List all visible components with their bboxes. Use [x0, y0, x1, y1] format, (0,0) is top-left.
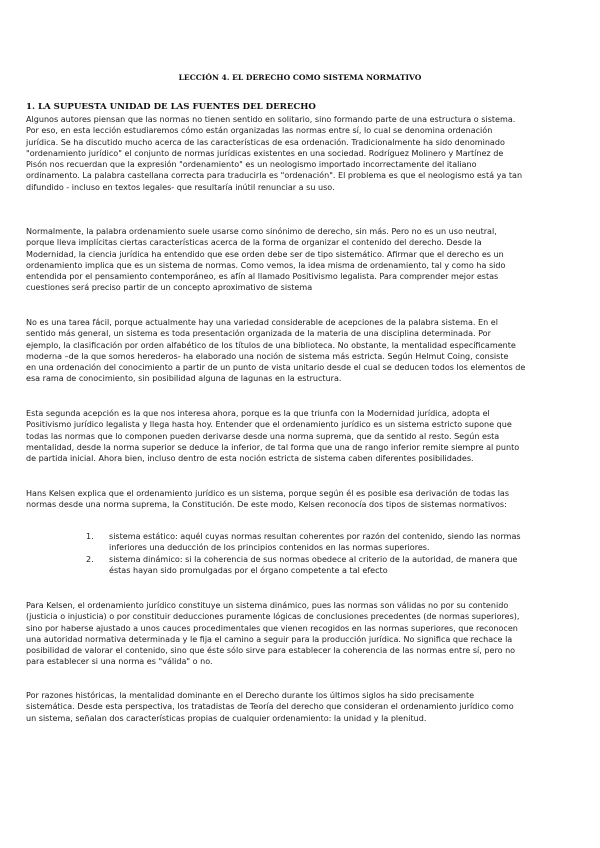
- text-line: ordenamiento implica que es un sistema de normas. Como vemos, la idea misma de ordenamiento, tal y como ha sido: [26, 260, 506, 270]
- text-line: Por razones históricas, la mentalidad dominante en el Derecho durante los últimos siglos ha sido precisamente: [26, 691, 475, 700]
- list-item: [86, 531, 576, 554]
- list-item-text: [109, 531, 576, 554]
- text-line: (justicia o injusticia) o por constituir deducciones puramente lógicas de conclusiones precedentes (de normas superiores),: [26, 612, 520, 622]
- list-item: [86, 554, 576, 577]
- text-line: sistema estático: aquél cuyas normas resultan coherentes por razón del contenido, siendo las normas: [109, 532, 521, 541]
- text-line: ordinamento. La palabra castellana correcta para traducirla es "ordenación". El problema es que el neologismo está ya tan: [26, 171, 523, 181]
- text-line: jurídica. Se ha discutido mucho acerca de las características de esa ordenación. Tradicionalmente ha sido denominado: [26, 137, 505, 147]
- text-line: difundido - incluso en textos legales- que resultaría inútil renunciar a su uso.: [26, 182, 335, 192]
- paragraph: [26, 600, 572, 668]
- text-line: sino por haberse ajustado a unos cauces procedimentales que vienen recogidos en las normas superiores, que reconocen: [26, 623, 518, 633]
- text-line: No es una tarea fácil, porque actualmente hay una variedad considerable de acepciones de la palabra sistema. En el: [26, 318, 498, 327]
- text-line: Para Kelsen, el ordenamiento jurídico constituye un sistema dinámico, pues las normas son válidas no por su contenido: [26, 601, 509, 610]
- text-line: Normalmente, la palabra ordenamiento suele usarse como sinónimo de derecho, sin más. Pero no es un uso neutral,: [26, 227, 497, 236]
- text-line: normas desde una norma suprema, la Constitución. De este modo, Kelsen reconocía dos tipos de sistemas normativos:: [26, 500, 507, 510]
- text-line: Esta segunda acepción es la que nos interesa ahora, porque es la que triunfa con la Modernidad jurídica, adopta el: [26, 409, 490, 418]
- section-heading: 1. LA SUPUESTA UNIDAD DE LAS FUENTES DEL DERECHO: [26, 102, 316, 112]
- text-line: Por eso, en esta lección estudiaremos cómo están organizadas las normas entre sí, lo cual se denomina ordenación: [26, 126, 493, 136]
- text-line: todas las normas que lo componen pueden derivarse desde una norma suprema, que da sentido al resto. Según esta: [26, 431, 500, 441]
- text-line: sentido más general, un sistema es toda presentación organizada de la materia de una disciplina determinada. Por: [26, 329, 491, 339]
- text-line: Pisón nos recuerdan que la expresión "ordenamiento" es un neologismo importado incorrectamente del italiano: [26, 160, 477, 169]
- text-line: de partida inicial. Ahora bien, incluso dentro de esta noción estricta de sistema caben diferentes posibilidades.: [26, 454, 474, 463]
- text-line: éstas hayan sido promulgadas por el órgano competente a tal efecto: [109, 565, 388, 575]
- text-line: sistema dinámico: si la coherencia de sus normas obedece al criterio de la autoridad, de manera que: [109, 554, 518, 564]
- paragraph: [26, 408, 572, 464]
- paragraph: [26, 317, 572, 385]
- list-item-number: 2.: [86, 554, 94, 564]
- list-item-number: 1.: [86, 532, 94, 541]
- text-line: sistemática. Desde esta perspectiva, los tratadistas de Teoría del derecho que consideran el ordenamiento jurídico como: [26, 702, 514, 712]
- text-line: esa rama de conocimiento, sin posibilidad alguna de lagunas en la estructura.: [26, 374, 342, 384]
- text-line: un sistema, señalan dos características propias de cualquier ordenamiento: la unidad y la plenitud.: [26, 713, 427, 723]
- text-line: inferiores una deducción de los principios contenidos en las normas superiores.: [109, 543, 430, 553]
- text-line: moderna –de la que somos herederos- ha elaborado una noción de sistema más estricta. Según Helmut Coing, consiste: [26, 351, 509, 361]
- paragraph: [26, 690, 572, 724]
- text-line: una autoridad normativa determinada y le fija el camino a seguir para la producción jurídica. No significa que rechace la: [26, 634, 513, 644]
- text-line: porque lleva implícitas ciertas características acerca de la forma de organizar el contenido del derecho. Desde la: [26, 238, 482, 248]
- text-line: Positivismo jurídico legalista y llega hasta hoy. Entender que el ordenamiento jurídico es un sistema estricto supone que: [26, 420, 512, 430]
- text-line: posibilidad de valorar el contenido, sino que éste sólo sirve para establecer la coherencia de las normas entre sí, pero no: [26, 646, 516, 655]
- text-line: en una ordenación del conocimiento a partir de un punto de vista unitario desde el cual se deducen todos los elementos de: [26, 363, 526, 372]
- text-line: cuestiones será preciso partir de un concepto aproximativo de sistema: [26, 283, 313, 293]
- text-line: mentalidad, desde la norma superior se deduce la inferior, de tal forma que una de rango inferior remite siempre al punto: [26, 442, 520, 452]
- normative-systems-list: [86, 531, 576, 576]
- text-line: para establecer si una norma es "válida" o no.: [26, 657, 213, 667]
- paragraph: [26, 114, 572, 193]
- text-line: entendida por el pensamiento contemporáneo, es afín al llamado Positivismo legalista. Para comprender mejor estas: [26, 272, 499, 281]
- text-line: Modernidad, la ciencia jurídica ha entendido que ese orden debe ser de tipo sistemático. Afirmar que el derecho es un: [26, 249, 504, 259]
- paragraph: [26, 226, 572, 294]
- text-line: Algunos autores piensan que las normas no tienen sentido en solitario, sino formando parte de una estructura o sistema.: [26, 115, 516, 124]
- text-line: Hans Kelsen explica que el ordenamiento jurídico es un sistema, porque según él es posible esa derivación de todas las: [26, 489, 510, 498]
- lesson-title: LECCIÓN 4. EL DERECHO COMO SISTEMA NORMATIVO: [178, 73, 422, 82]
- text-line: ejemplo, la clasificación por orden alfabético de los títulos de una biblioteca. No obstante, la mentalidad específicamente: [26, 340, 516, 350]
- text-line: "ordenamiento jurídico" el conjunto de normas jurídicas existentes en una sociedad. Rodríguez Molinero y Martínez de: [26, 148, 504, 158]
- list-item-text: [109, 554, 576, 577]
- paragraph: [26, 488, 572, 511]
